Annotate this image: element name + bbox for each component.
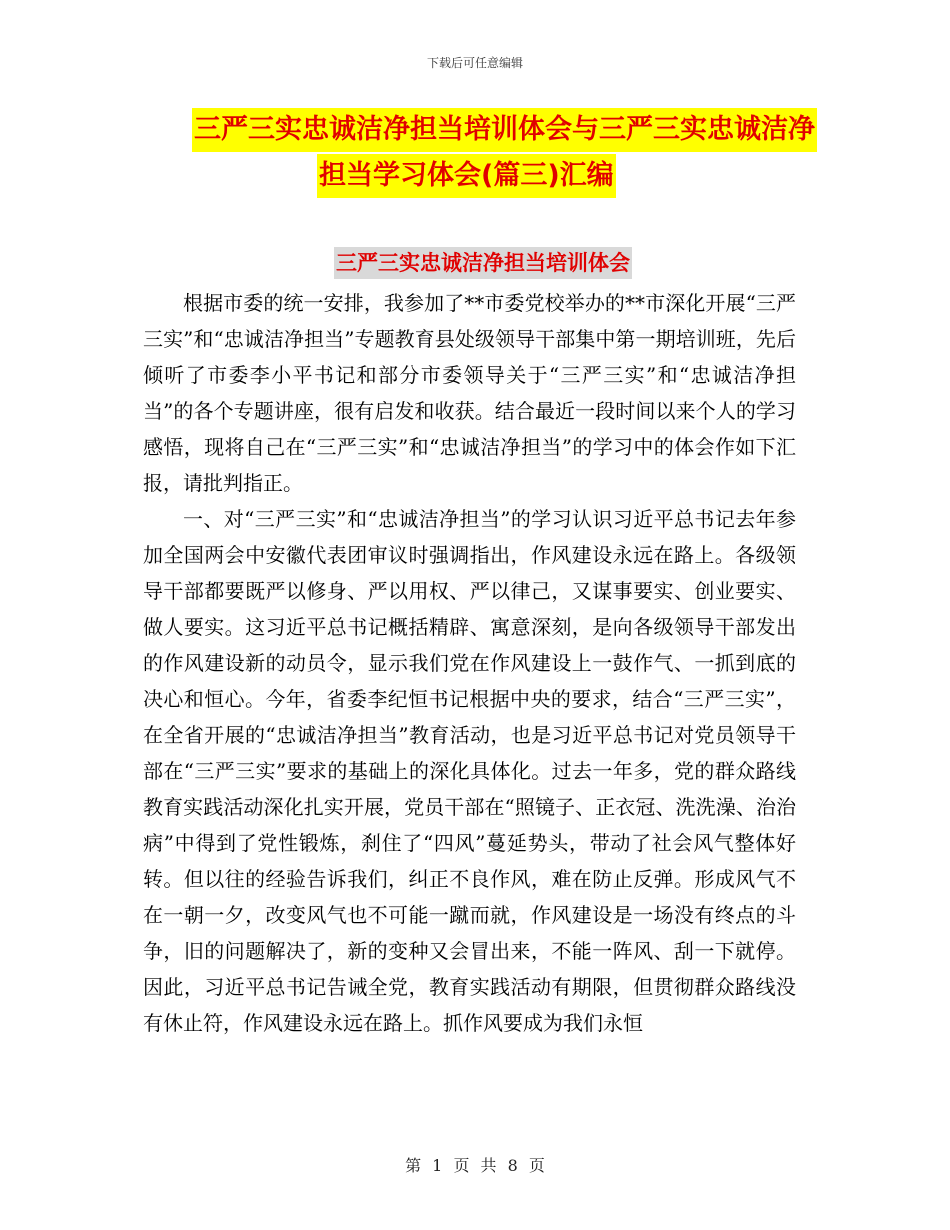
paragraph-1: 根据市委的统一安排，我参加了**市委党校举办的**市深化开展“三严三实”和“忠诚洁净担当”专题教育县处级领导干部集中第一期培训班，先后倾听了市委李小平书记和部分市委领导关于“三严三实”和“忠诚洁净担当”的各个专题讲座，很有启发和收获。结合最近一段时间以来个人的学习感悟，现将自己在“三严三实”和“忠诚洁净担当”的学习中的体会作如下汇报，请批判指正。 xyxy=(143,291,796,495)
paragraph-2: 一、对“三严三实”和“忠诚洁净担当”的学习认识习近平总书记去年参加全国两会中安徽代表团审议时强调指出，作风建设永远在路上。各级领导干部都要既严以修身、严以用权、严以律己，又谋事要实、创业要实、做人要实。这习近平总书记概括精辟、寓意深刻，是向各级领导干部发出的作风建设新的动员令，显示我们党在作风建设上一鼓作气、一抓到底的决心和恒心。今年，省委李纪恒书记根据中央的要求，结合“三严三实”，在全省开展的“忠诚洁净担当”教育活动，也是习近平总书记对党员领导干部在“三严三实”要求的基础上的深化具体化。过去一年多，党的群众路线教育实践活动深化扎实开展，党员干部在“照镜子、正衣冠、洗洗澡、治治病”中得到了党性锻炼，刹住了“四风”蔓延势头，带动了社会风气整体好转。但以往的经验告诉我们，纠正不良作风，难在防止反弹。形成风气不在一朝一夕，改变风气也不可能一蹴而就，作风建设是一场没有终点的斗争，旧的问题解决了，新的变种又会冒出来，不能一阵风、刮一下就停。因此，习近平总书记告诫全党，教育实践活动有期限，但贯彻群众路线没有休止符，作风建设永远在路上。抓作风要成为我们永恒 xyxy=(143,507,796,1035)
title-line-2: 担当学习体会(篇三)汇编 xyxy=(317,154,616,198)
document-body xyxy=(143,285,796,1041)
page-footer: 第 1 页 共 8 页 xyxy=(405,1156,545,1175)
section-heading: 三严三实忠诚洁净担当培训体会 xyxy=(334,247,632,279)
page-header: 下载后可任意编辑 xyxy=(426,56,523,70)
title-line-1: 三严三实忠诚洁净担当培训体会与三严三实忠诚洁净 xyxy=(192,108,817,152)
document-title xyxy=(140,108,820,200)
